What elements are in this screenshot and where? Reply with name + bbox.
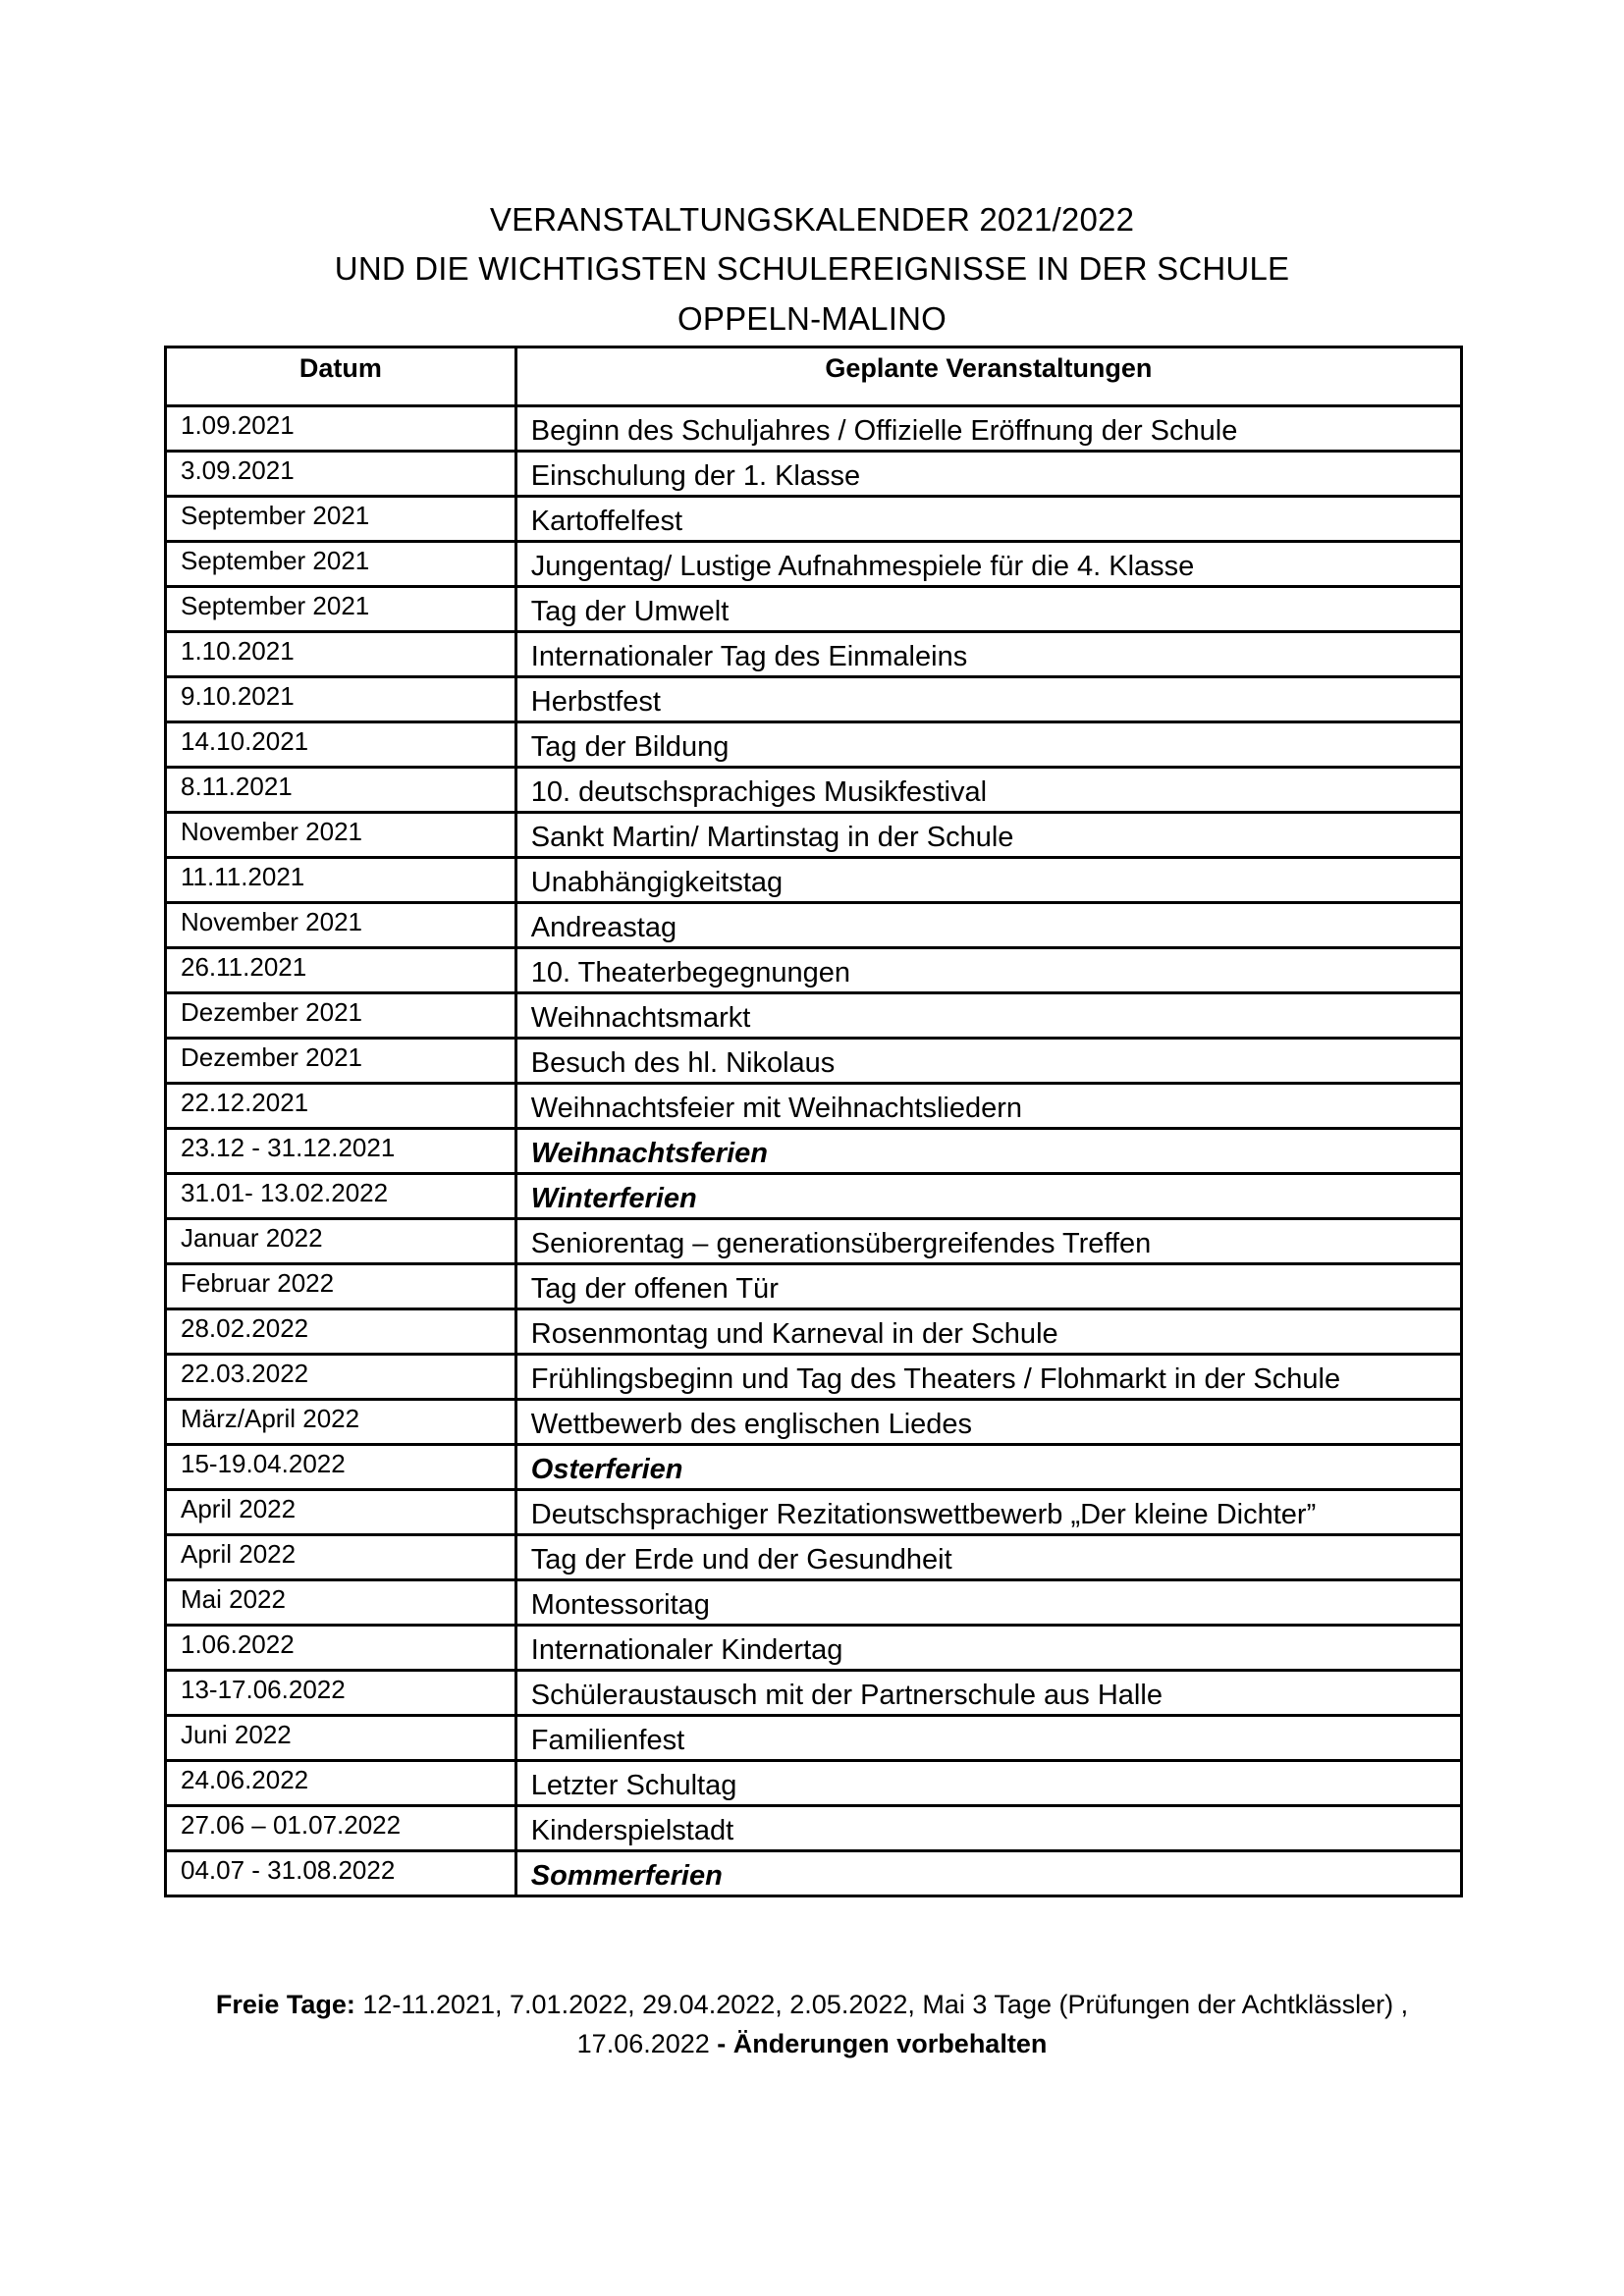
event-name: Weihnachtsmarkt bbox=[530, 1002, 751, 1034]
table-row bbox=[166, 1084, 1462, 1129]
event-date: 28.02.2022 bbox=[181, 1313, 309, 1343]
table-row bbox=[166, 722, 1462, 768]
event-name: Einschulung der 1. Klasse bbox=[530, 460, 861, 492]
event-cell bbox=[515, 1671, 1461, 1716]
event-cell bbox=[515, 1851, 1461, 1896]
event-date: 8.11.2021 bbox=[181, 772, 293, 801]
column-header-date: Datum bbox=[166, 347, 516, 406]
event-date: Juni 2022 bbox=[181, 1720, 292, 1749]
event-name: Familienfest bbox=[530, 1725, 685, 1756]
event-date: September 2021 bbox=[181, 546, 370, 575]
event-name: Internationaler Tag des Einmaleins bbox=[530, 641, 968, 672]
event-name: Beginn des Schuljahres / Offizielle Eröffnung der Schule bbox=[530, 415, 1238, 447]
event-name: Rosenmontag und Karneval in der Schule bbox=[530, 1318, 1058, 1350]
table-row bbox=[166, 813, 1462, 858]
event-name: Wettbewerb des englischen Liedes bbox=[530, 1409, 973, 1440]
table-row bbox=[166, 1219, 1462, 1264]
event-date: März/April 2022 bbox=[181, 1404, 360, 1433]
event-name: Frühlingsbeginn und Tag des Theaters / Flohmarkt in der Schule bbox=[530, 1363, 1341, 1395]
changes-note bbox=[0, 2024, 1624, 2063]
event-name: Tag der offenen Tür bbox=[530, 1273, 779, 1305]
date-cell bbox=[166, 993, 516, 1039]
table-row bbox=[166, 677, 1462, 722]
event-date: April 2022 bbox=[181, 1494, 297, 1523]
changes-dash: - bbox=[717, 2029, 733, 2058]
table-row bbox=[166, 587, 1462, 632]
event-name: Deutschsprachiger Rezitationswettbewerb „Der kleine Dichter” bbox=[530, 1499, 1317, 1530]
event-cell bbox=[515, 542, 1461, 587]
date-cell bbox=[166, 858, 516, 903]
event-date: 27.06 – 01.07.2022 bbox=[181, 1810, 402, 1840]
event-date: 04.07 - 31.08.2022 bbox=[181, 1855, 396, 1885]
event-cell bbox=[515, 406, 1461, 452]
date-cell bbox=[166, 903, 516, 948]
event-date: September 2021 bbox=[181, 591, 370, 620]
date-cell bbox=[166, 1084, 516, 1129]
page-title-line-2: UND DIE WICHTIGSTEN SCHULEREIGNISSE IN DER SCHULE bbox=[334, 250, 1290, 287]
event-cell bbox=[515, 948, 1461, 993]
table-row bbox=[166, 1445, 1462, 1490]
table-row bbox=[166, 1716, 1462, 1761]
event-name: Tag der Umwelt bbox=[530, 596, 730, 627]
event-date: April 2022 bbox=[181, 1539, 297, 1569]
event-name: Besuch des hl. Nikolaus bbox=[530, 1047, 836, 1079]
table-row bbox=[166, 1535, 1462, 1580]
table-row bbox=[166, 1400, 1462, 1445]
event-cell bbox=[515, 497, 1461, 542]
table-row bbox=[166, 1264, 1462, 1309]
event-date: 1.06.2022 bbox=[181, 1629, 295, 1659]
event-cell bbox=[515, 1535, 1461, 1580]
event-date: Dezember 2021 bbox=[181, 1042, 362, 1072]
event-date: 24.06.2022 bbox=[181, 1765, 309, 1794]
table-row bbox=[166, 948, 1462, 993]
event-cell bbox=[515, 1626, 1461, 1671]
event-cell bbox=[515, 632, 1461, 677]
date-cell bbox=[166, 768, 516, 813]
free-days-note bbox=[0, 1985, 1624, 2024]
date-cell bbox=[166, 1626, 516, 1671]
event-date: September 2021 bbox=[181, 501, 370, 530]
holiday-name: Sommerferien bbox=[530, 1860, 723, 1892]
changes-reserved-label: Änderungen vorbehalten bbox=[732, 2029, 1048, 2058]
date-cell bbox=[166, 1761, 516, 1806]
event-cell bbox=[515, 1129, 1461, 1174]
event-date: Mai 2022 bbox=[181, 1584, 286, 1614]
table-row bbox=[166, 858, 1462, 903]
date-cell bbox=[166, 1355, 516, 1400]
table-row bbox=[166, 1309, 1462, 1355]
event-cell bbox=[515, 1219, 1461, 1264]
table-row bbox=[166, 497, 1462, 542]
table-row bbox=[166, 1761, 1462, 1806]
event-date: Februar 2022 bbox=[181, 1268, 335, 1298]
table-row bbox=[166, 1806, 1462, 1851]
table-row bbox=[166, 542, 1462, 587]
table-row bbox=[166, 1580, 1462, 1626]
event-date: 1.09.2021 bbox=[181, 410, 295, 440]
event-cell bbox=[515, 1264, 1461, 1309]
event-name: Schüleraustausch mit der Partnerschule aus Halle bbox=[530, 1680, 1163, 1711]
date-cell bbox=[166, 632, 516, 677]
table-header-row bbox=[166, 347, 1462, 406]
date-cell bbox=[166, 542, 516, 587]
page-title-line-1: VERANSTALTUNGSKALENDER 2021/2022 bbox=[489, 201, 1135, 238]
event-cell bbox=[515, 903, 1461, 948]
event-name: Jungentag/ Lustige Aufnahmespiele für die 4. Klasse bbox=[530, 551, 1195, 582]
date-cell bbox=[166, 587, 516, 632]
free-days-list: 12-11.2021, 7.01.2022, 29.04.2022, 2.05.2022, Mai 3 Tage (Prüfungen der Achtklässler) , bbox=[354, 1990, 1409, 2019]
table-row bbox=[166, 1129, 1462, 1174]
table-row bbox=[166, 632, 1462, 677]
date-cell bbox=[166, 677, 516, 722]
date-cell bbox=[166, 1039, 516, 1084]
date-cell bbox=[166, 1445, 516, 1490]
date-cell bbox=[166, 1671, 516, 1716]
event-name: 10. Theaterbegegnungen bbox=[530, 957, 850, 988]
table-row bbox=[166, 768, 1462, 813]
event-date: 14.10.2021 bbox=[181, 726, 309, 756]
event-cell bbox=[515, 813, 1461, 858]
event-cell bbox=[515, 677, 1461, 722]
event-date: 15-19.04.2022 bbox=[181, 1449, 346, 1478]
date-cell bbox=[166, 1264, 516, 1309]
event-name: Unabhängigkeitstag bbox=[530, 867, 784, 898]
table-row bbox=[166, 1626, 1462, 1671]
table-row bbox=[166, 903, 1462, 948]
date-cell bbox=[166, 497, 516, 542]
event-date: Dezember 2021 bbox=[181, 997, 362, 1027]
event-name: Tag der Erde und der Gesundheit bbox=[530, 1544, 952, 1575]
date-cell bbox=[166, 1580, 516, 1626]
page-title-line-3: OPPELN-MALINO bbox=[677, 300, 947, 337]
holiday-name: Winterferien bbox=[530, 1183, 697, 1214]
event-cell bbox=[515, 1174, 1461, 1219]
free-days-label: Freie Tage: bbox=[215, 1990, 355, 2019]
date-cell bbox=[166, 1806, 516, 1851]
table-row bbox=[166, 1174, 1462, 1219]
event-name: Kartoffelfest bbox=[530, 506, 683, 537]
date-cell bbox=[166, 1716, 516, 1761]
date-cell bbox=[166, 1490, 516, 1535]
event-cell bbox=[515, 993, 1461, 1039]
table-row bbox=[166, 1851, 1462, 1896]
event-name: Montessoritag bbox=[530, 1589, 710, 1621]
event-cell bbox=[515, 1445, 1461, 1490]
event-name: Kinderspielstadt bbox=[530, 1815, 734, 1846]
date-cell bbox=[166, 406, 516, 452]
event-cell bbox=[515, 1490, 1461, 1535]
date-cell bbox=[166, 1535, 516, 1580]
date-cell bbox=[166, 1219, 516, 1264]
event-name: Letzter Schultag bbox=[530, 1770, 737, 1801]
table-row bbox=[166, 452, 1462, 497]
event-cell bbox=[515, 452, 1461, 497]
event-name: Tag der Bildung bbox=[530, 731, 730, 763]
table-row bbox=[166, 993, 1462, 1039]
event-date: 22.12.2021 bbox=[181, 1088, 309, 1117]
event-cell bbox=[515, 1084, 1461, 1129]
event-date: November 2021 bbox=[181, 817, 362, 846]
table-row bbox=[166, 1039, 1462, 1084]
date-cell bbox=[166, 1174, 516, 1219]
table-row bbox=[166, 406, 1462, 452]
date-cell bbox=[166, 1309, 516, 1355]
free-day-extra: 17.06.2022 bbox=[576, 2029, 718, 2058]
event-date: 23.12 - 31.12.2021 bbox=[181, 1133, 396, 1162]
table-row bbox=[166, 1490, 1462, 1535]
event-name: 10. deutschsprachiges Musikfestival bbox=[530, 776, 988, 808]
holiday-name: Osterferien bbox=[530, 1454, 683, 1485]
event-date: Januar 2022 bbox=[181, 1223, 323, 1253]
event-cell bbox=[515, 1309, 1461, 1355]
date-cell bbox=[166, 722, 516, 768]
event-calendar-table bbox=[164, 346, 1463, 1897]
event-cell bbox=[515, 1806, 1461, 1851]
event-date: 13-17.06.2022 bbox=[181, 1675, 346, 1704]
event-date: 11.11.2021 bbox=[181, 862, 305, 891]
date-cell bbox=[166, 1129, 516, 1174]
column-header-event: Geplante Veranstaltungen bbox=[515, 347, 1461, 406]
event-name: Weihnachtsfeier mit Weihnachtsliedern bbox=[530, 1093, 1023, 1124]
event-name: Sankt Martin/ Martinstag in der Schule bbox=[530, 822, 1014, 853]
holiday-name: Weihnachtsferien bbox=[530, 1138, 768, 1169]
event-cell bbox=[515, 1716, 1461, 1761]
event-cell bbox=[515, 722, 1461, 768]
event-date: 26.11.2021 bbox=[181, 952, 307, 982]
event-cell bbox=[515, 858, 1461, 903]
event-date: November 2021 bbox=[181, 907, 362, 936]
event-name: Seniorentag – generationsübergreifendes Treffen bbox=[530, 1228, 1152, 1259]
event-cell bbox=[515, 1355, 1461, 1400]
event-cell bbox=[515, 1039, 1461, 1084]
event-date: 1.10.2021 bbox=[181, 636, 295, 666]
event-date: 22.03.2022 bbox=[181, 1359, 309, 1388]
event-date: 31.01- 13.02.2022 bbox=[181, 1178, 389, 1207]
date-cell bbox=[166, 452, 516, 497]
event-cell bbox=[515, 768, 1461, 813]
event-name: Herbstfest bbox=[530, 686, 661, 718]
event-date: 3.09.2021 bbox=[181, 455, 295, 485]
table-body bbox=[166, 406, 1462, 1896]
date-cell bbox=[166, 813, 516, 858]
event-cell bbox=[515, 1761, 1461, 1806]
date-cell bbox=[166, 1851, 516, 1896]
date-cell bbox=[166, 948, 516, 993]
event-cell bbox=[515, 587, 1461, 632]
event-cell bbox=[515, 1580, 1461, 1626]
event-name: Andreastag bbox=[530, 912, 677, 943]
table-row bbox=[166, 1671, 1462, 1716]
date-cell bbox=[166, 1400, 516, 1445]
event-cell bbox=[515, 1400, 1461, 1445]
event-date: 9.10.2021 bbox=[181, 681, 295, 711]
event-name: Internationaler Kindertag bbox=[530, 1634, 843, 1666]
table-row bbox=[166, 1355, 1462, 1400]
